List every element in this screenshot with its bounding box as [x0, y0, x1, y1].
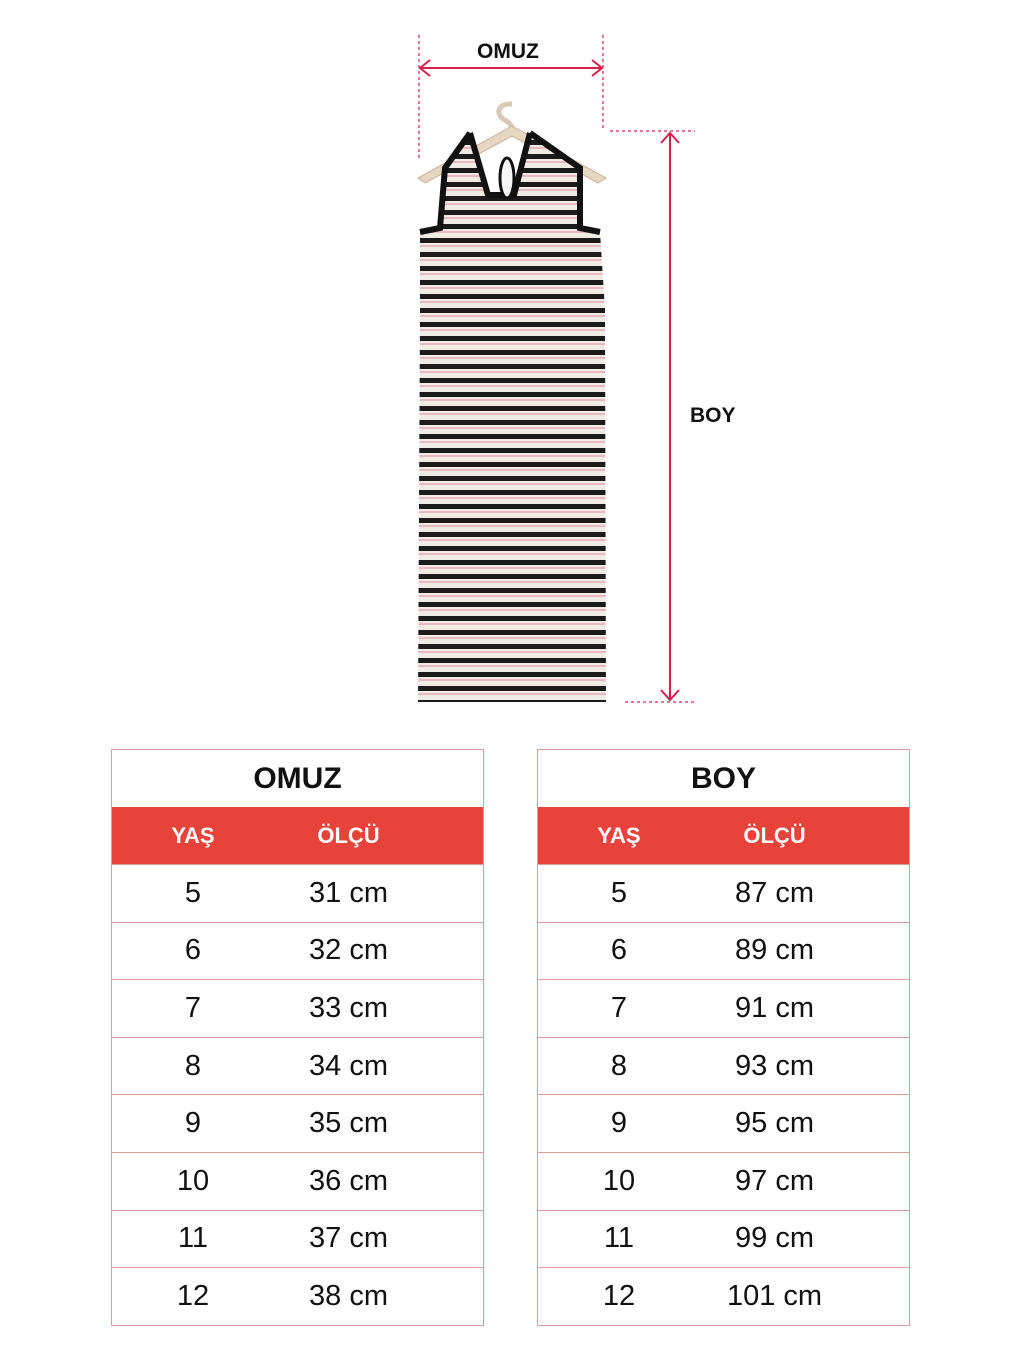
cell-age: 11	[603, 1222, 635, 1255]
cell-measure: 31 cm	[309, 876, 388, 909]
cell-age: 9	[184, 1107, 202, 1140]
table-header	[112, 807, 483, 864]
table-row	[112, 979, 483, 1037]
cell-measure: 34 cm	[309, 1049, 388, 1082]
cell-measure: 36 cm	[309, 1164, 388, 1197]
cell-measure: 38 cm	[309, 1279, 388, 1312]
table-row	[538, 979, 909, 1037]
cell-age: 5	[610, 876, 628, 909]
cell-measure: 32 cm	[309, 934, 388, 967]
cell-age: 8	[184, 1049, 202, 1082]
table-header	[538, 807, 909, 864]
table-row	[112, 864, 483, 922]
cell-age: 10	[176, 1164, 210, 1197]
table-row	[538, 864, 909, 922]
width-label: OMUZ	[477, 40, 539, 63]
table-row	[112, 1210, 483, 1268]
header-measure: ÖLÇÜ	[743, 822, 806, 848]
table-title: OMUZ	[253, 761, 342, 795]
shoulder-size-table	[111, 749, 484, 1326]
cell-measure: 97 cm	[735, 1164, 814, 1197]
header-age: YAŞ	[171, 822, 215, 848]
table-row	[538, 1094, 909, 1152]
table-row	[538, 1037, 909, 1095]
table-row	[112, 1037, 483, 1095]
header-measure: ÖLÇÜ	[317, 822, 380, 848]
table-row	[112, 1267, 483, 1325]
length-dimension	[610, 131, 695, 702]
table-row	[538, 922, 909, 980]
cell-measure: 91 cm	[735, 991, 814, 1024]
cell-measure: 89 cm	[735, 934, 814, 967]
table-row	[538, 1210, 909, 1268]
cell-age: 12	[602, 1279, 636, 1312]
cell-measure: 95 cm	[735, 1107, 814, 1140]
table-title: BOY	[690, 761, 756, 795]
length-size-table	[537, 749, 910, 1326]
cell-age: 5	[184, 876, 202, 909]
cell-measure: 99 cm	[735, 1222, 814, 1255]
cell-measure: 35 cm	[309, 1107, 388, 1140]
cell-age: 7	[184, 991, 202, 1024]
table-row	[112, 1094, 483, 1152]
header-age: YAŞ	[597, 822, 641, 848]
cell-age: 12	[176, 1279, 210, 1312]
cell-measure: 101 cm	[726, 1279, 823, 1312]
table-row	[112, 922, 483, 980]
cell-measure: 37 cm	[309, 1222, 388, 1255]
length-label: BOY	[690, 404, 736, 427]
cell-age: 11	[177, 1222, 209, 1255]
cell-measure: 93 cm	[735, 1049, 814, 1082]
cell-measure: 87 cm	[735, 876, 814, 909]
cell-measure: 33 cm	[309, 991, 388, 1024]
cell-age: 9	[610, 1107, 628, 1140]
table-row	[538, 1152, 909, 1210]
cell-age: 8	[610, 1049, 628, 1082]
cell-age: 10	[602, 1164, 636, 1197]
cell-age: 7	[610, 991, 628, 1024]
cell-age: 6	[610, 934, 628, 967]
table-row	[538, 1267, 909, 1325]
table-row	[112, 1152, 483, 1210]
dress	[410, 120, 620, 710]
cell-age: 6	[184, 934, 202, 967]
